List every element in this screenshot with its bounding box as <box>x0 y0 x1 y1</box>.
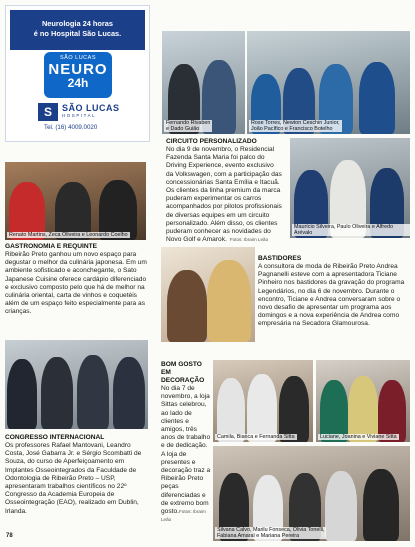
photo-renato <box>5 162 146 240</box>
article-gastronomia <box>5 243 148 317</box>
article-congresso <box>5 434 148 516</box>
caption-renato: Renato Martins, Zeca Oliveira e Leonardo Coelho <box>9 231 128 238</box>
photo-mauricio <box>290 138 410 238</box>
photo-bastidores <box>161 247 255 342</box>
text-circuito: No dia 9 de novembro, o Residencial Fazenda Santa Maria foi palco do Driving Experience, evento exclusivo da Volkswagen, com a participação das concessionárias Santa Emília e Itacuã. Os clientes da linha premium da marca puderam experimentar os carros acompanhados por pilotos profissionais de diversas equipes em um circuito personalizado. Além disso, os clientes puderam conhecer as novidades do Novo Golf e Amarok. <box>166 146 282 244</box>
photo-camila <box>213 360 313 442</box>
caption-mauricio: Maurício Silveira, Paulo Oliveira e Alfredo Arévalo <box>292 224 410 236</box>
ad-line-1: Neurologia 24 horas <box>41 19 114 28</box>
text-congresso: Os professores Rafael Mantovani, Leandro Costa, José Gabarra Jr. e Sérgio Scombatti de Souza, do curso de Aperfeiçoamento em Implantes Osseointegrados da Faculdade de Odontologia de Ribeirão Preto – USP, apresentaram trabalhos científicos no 22º Congresso da Academia Europeia de Osseointegração (EAO), realizado em Dublin, Irlanda. <box>5 442 142 515</box>
heading-decoracao: BOM GOSTO EM DECORAÇÃO <box>161 361 205 384</box>
ad-line-2: é no Hospital São Lucas. <box>33 28 122 38</box>
text-bastidores: A consultora de moda de Ribeirão Preto Andrea Pagnanelli esteve com a apresentadora Ticiane Pinheiro nos bastidores da gravação do programa Legendários, no dia 6 de novembro. Durante o encontro, Ticiane e Andrea conversaram sobre o novo desafio de apresentar um programa aos domingos e a nova experiência de Andrea como empresária na Secadora Glamourosa. <box>258 263 405 328</box>
article-bastidores <box>258 255 410 329</box>
caption-camila: Camila, Bianca e Fernanda Sitta <box>217 433 295 440</box>
neuro-24h-logo: SÃO LUCAS NEURO 24h <box>44 52 112 98</box>
heading-circuito: CIRCUITO PERSONALIZADO <box>166 138 257 145</box>
caption-rivaben: Fernando Rivaben e Dado Guião <box>166 119 211 132</box>
page-number: 78 <box>6 533 13 539</box>
heading-bastidores: BASTIDORES <box>258 255 302 262</box>
article-decoracao <box>161 361 211 524</box>
caption-silvana: Silvana Calvo, Marilu Fonseca, Olivia Tonelli, Fabiana Amaral e Mariana Pereira <box>217 526 325 539</box>
heading-gastronomia: GASTRONOMIA E REQUINTE <box>5 243 98 250</box>
hospital-s-icon: S <box>38 103 58 121</box>
ad-headline <box>10 10 145 50</box>
photo-congresso <box>5 340 148 429</box>
article-circuito <box>166 138 286 244</box>
caption-luciane: Luciane, Joanina e Viviane Sitta <box>320 433 397 440</box>
photo-rivaben <box>162 31 245 134</box>
photo-credit-decoracao: Fotos: Ibraim Leão <box>161 509 206 523</box>
hospital-logo: S SÃO LUCAS HOSPITAL Tel. (16) 4009.0020 <box>38 103 126 133</box>
photo-luciane <box>316 360 410 442</box>
caption-rose-torres: Rose Torres, Newton Ceschin Junior, João Pacífico e Francisco Botelho <box>251 119 340 132</box>
hospital-ad <box>5 5 150 142</box>
heading-congresso: CONGRESSO INTERNACIONAL <box>5 434 105 441</box>
photo-credit-circuito: Fotos: Ibraim Leão <box>229 237 269 243</box>
text-decoracao: No dia 7 de novembro, a loja Sittas celebrou, ao lado de clientes e amigos, três anos de trabalho e de dedicação. A loja de presentes e decoração traz a Ribeirão Preto peças diferenciadas e de extremo bom gosto. <box>161 385 211 516</box>
hospital-phone: Tel. (16) 4009.0020 <box>44 124 98 131</box>
text-gastronomia: Ribeirão Preto ganhou um novo espaço para degustar o melhor da culinária japonesa. Em um ambiente sofisticado e aconchegante, o Sato Japanese Cuisine oferece cardápio diferenciado e exclusivo composto pelo que há de melhor na culinária oriental, carta de vinhos e coquetéis além de um espaço feito especialmente para as crianças. <box>5 251 147 316</box>
photo-rose-torres <box>247 31 410 134</box>
photo-silvana <box>213 446 410 541</box>
